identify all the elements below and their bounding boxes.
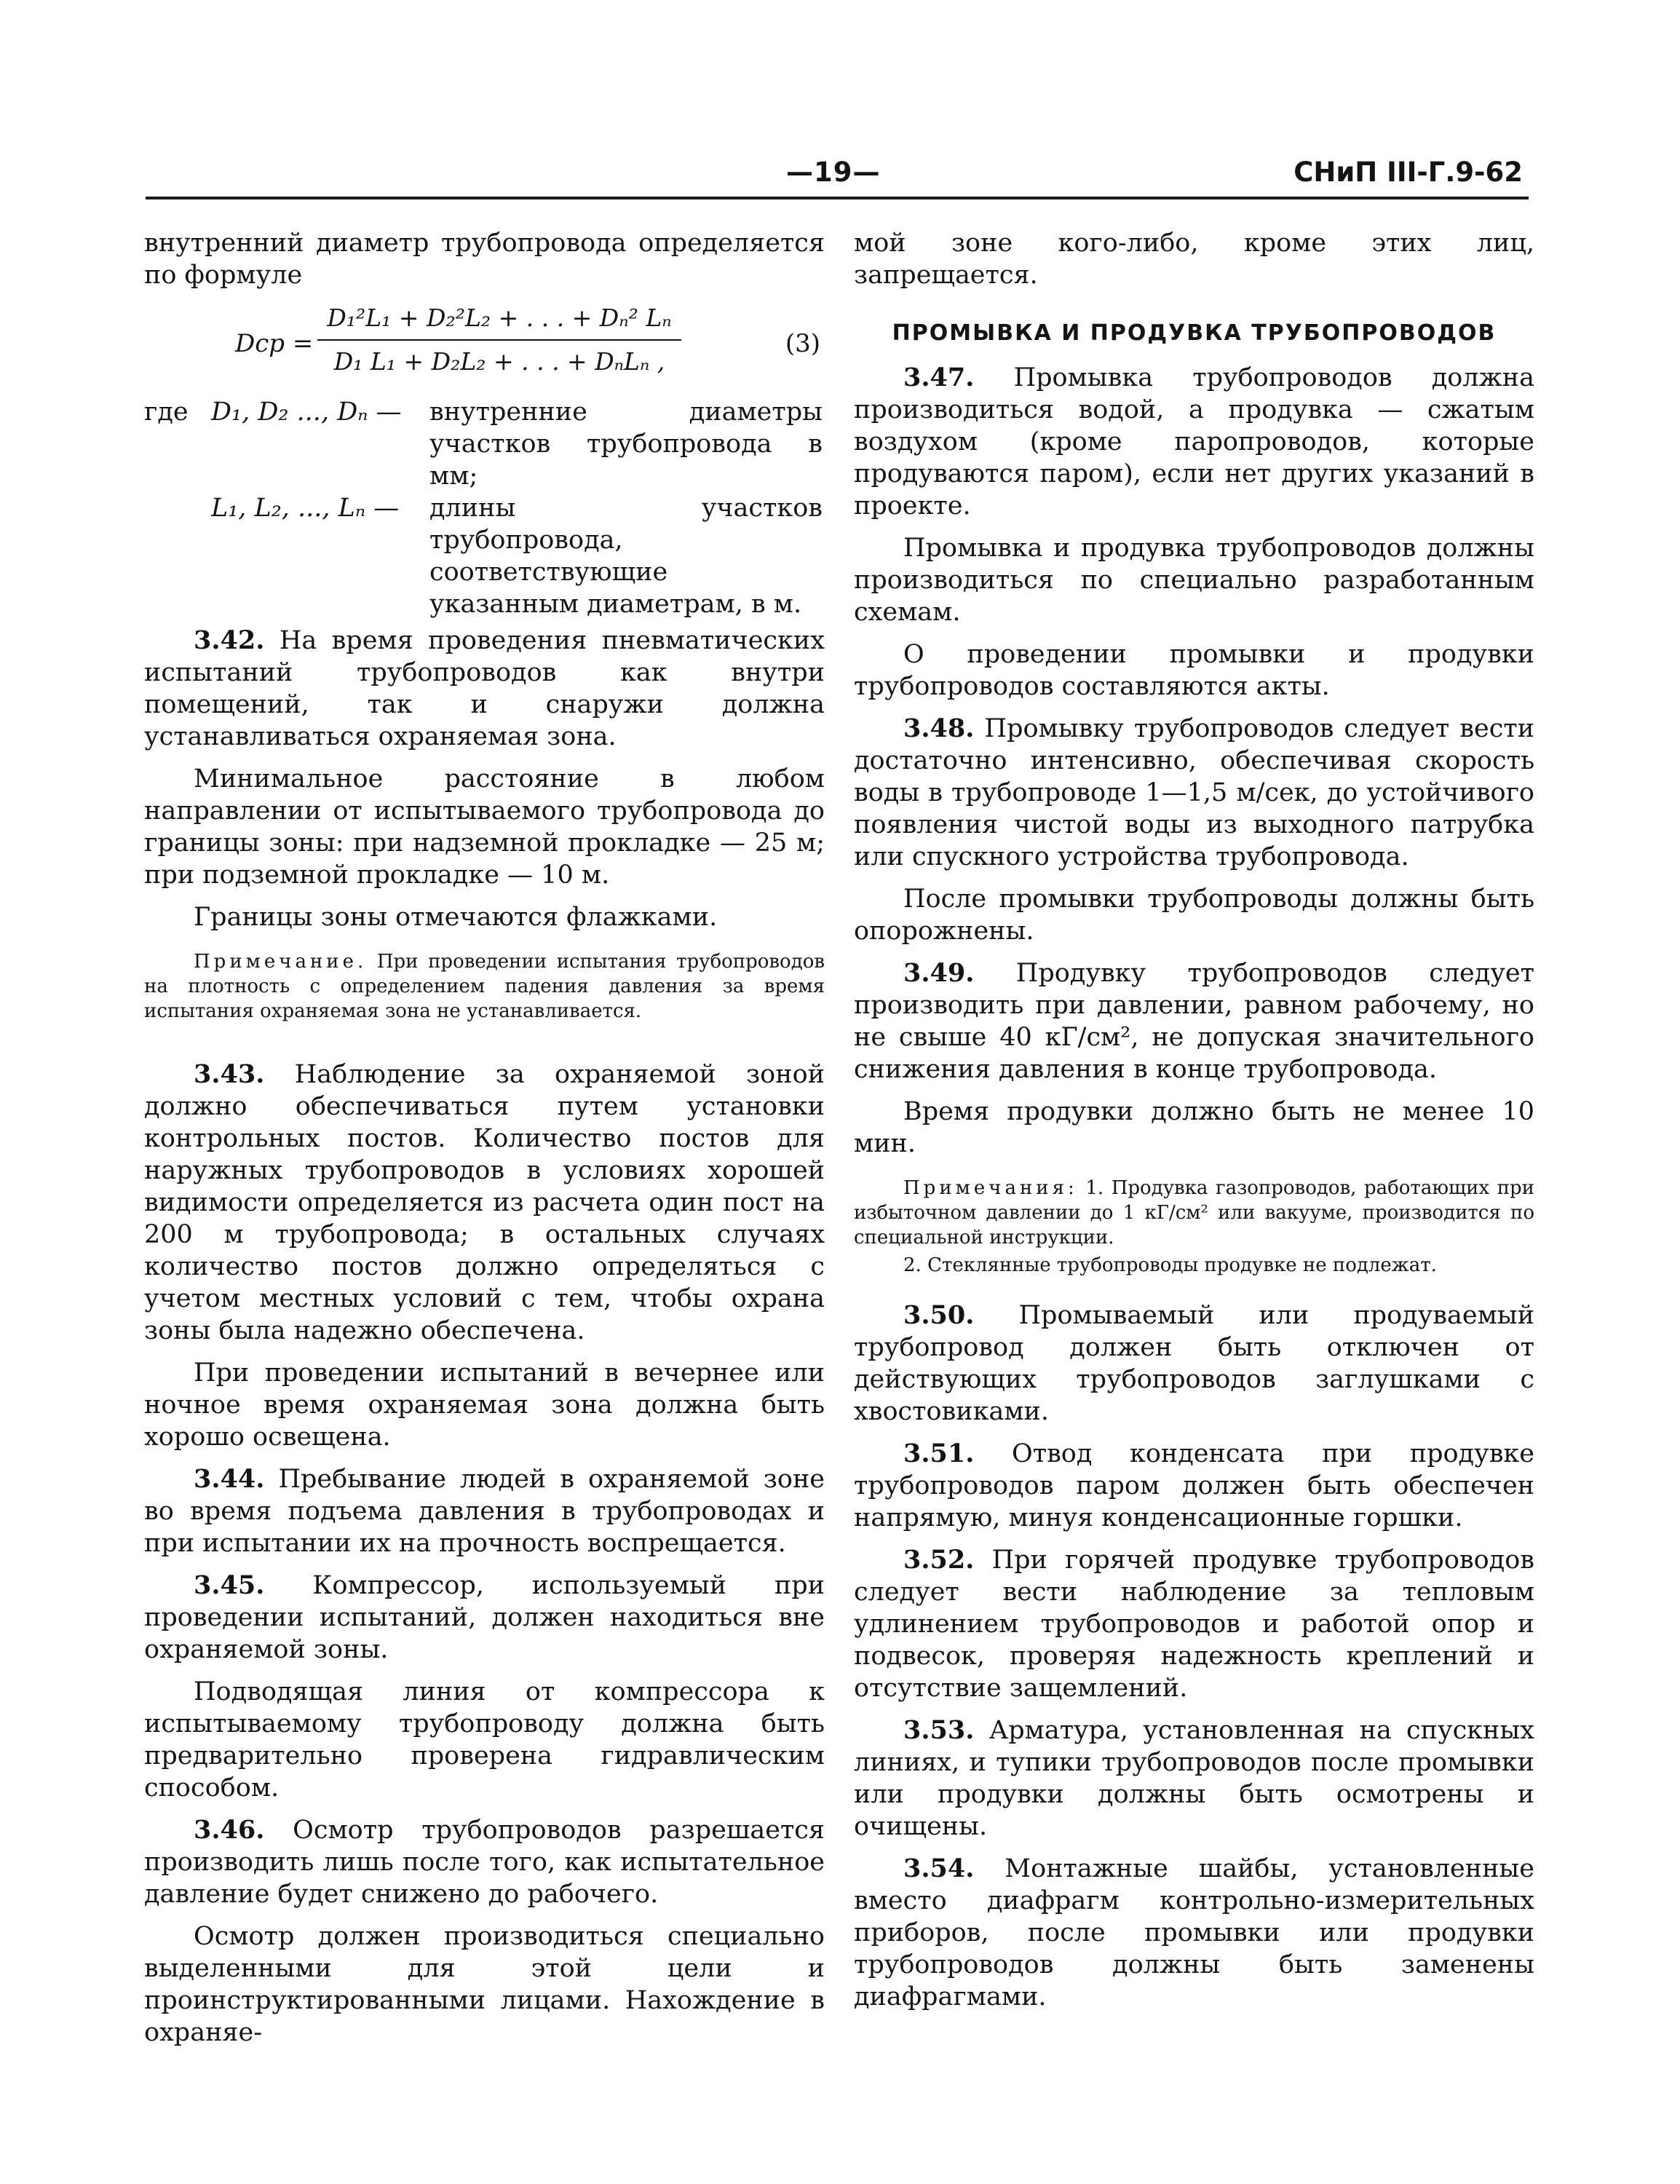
- formula-denominator: D₁ L₁ + D₂L₂ + . . . + DₙLₙ ,: [333, 347, 665, 376]
- paragraph-3-48: [854, 713, 1534, 873]
- paragraph-3-45: [144, 1570, 825, 1666]
- paragraph-3-47: [854, 362, 1534, 522]
- clause-text: Арматура, установленная на спускных линиях, и тупики трубопроводов после промывки или продувки должны быть осмотрены и очищены.: [854, 1716, 1534, 1841]
- clause-number: 3.51.: [903, 1439, 975, 1468]
- clause-text: Монтажные шайбы, установленные вместо диафрагм контрольно-измерительных приборов, после промывки или продувки трубопроводов должны быть заменены диафрагмами.: [854, 1854, 1534, 2011]
- page-number: —19—: [786, 157, 881, 188]
- clause-text: При горячей продувке трубопроводов следует вести наблюдение за тепловым удлинением трубопроводов и работой опор и подвесок, проверяя надежность креплений и отсутствие защемлений.: [854, 1546, 1534, 1703]
- clause-text: Отвод конденсата при продувке трубопроводов паром должен быть обеспечен напрямую, минуя конденсационные горшки.: [854, 1439, 1534, 1532]
- clause-text: Наблюдение за охраняемой зоной должно обеспечиваться путем установки контрольных постов. Количество постов для наружных трубопроводов в условиях хорошей видимости определяется из расчета один пост на 200 м трубопровода; в остальных случаях количество постов должно определяться с учетом местных условий с тем, чтобы охрана зоны была надежно обеспечена.: [144, 1060, 825, 1345]
- formula-3: [144, 301, 825, 390]
- header-rule: [146, 197, 1529, 199]
- clause-number: 3.47.: [903, 363, 975, 392]
- clause-text: Компрессор, используемый при проведении испытаний, должен находиться вне охраняемой зоны.: [144, 1571, 825, 1664]
- clause-number: 3.53.: [903, 1715, 975, 1745]
- formula-intro: внутренний диаметр трубопровода определяется по формуле: [144, 229, 825, 290]
- right-column: [854, 227, 1534, 2013]
- document-code: СНиП III-Г.9-62: [1293, 157, 1523, 188]
- clause-number: 3.50.: [903, 1300, 975, 1330]
- clause-text: На время проведения пневматических испытаний трубопроводов как внутри помещений, так и снаружи должна устанавливаться охраняемая зона.: [144, 626, 825, 751]
- paragraph-3-43-b: При проведении испытаний в вечернее или ночное время охраняемая зона должна быть хорошо освещена.: [144, 1358, 825, 1452]
- definitions-list: [144, 396, 825, 620]
- notes-label: Примечания:: [903, 1177, 1078, 1199]
- clause-text: Продувку трубопроводов следует производить при давлении, равном рабочему, но не свыше 40 кГ/см², не допуская значительного снижения давления в конце трубопровода.: [854, 959, 1534, 1084]
- paragraph-3-52: [854, 1544, 1534, 1704]
- clause-number: 3.45.: [194, 1570, 265, 1600]
- paragraph-3-54: [854, 1853, 1534, 2013]
- paragraph-3-42: [144, 625, 825, 753]
- paragraph-3-53: [854, 1714, 1534, 1843]
- formula-lhs: Dср =: [235, 329, 314, 358]
- clause-text: Промываемый или продуваемый трубопровод должен быть отключен от действующих трубопроводов заглушками с хвостовиками.: [854, 1301, 1534, 1426]
- note-label: Примечание.: [194, 951, 368, 973]
- clause-number: 3.43.: [194, 1059, 265, 1089]
- clause-number: 3.42.: [194, 625, 265, 655]
- clause-number: 3.54.: [903, 1853, 975, 1883]
- formula-numerator: D₁²L₁ + D₂²L₂ + . . . + Dₙ² Lₙ: [327, 304, 672, 332]
- definition-lengths: [144, 492, 825, 620]
- note-text: 1. Продувка газопроводов, работающих при избыточном давлении до 1 кГ/см² или вакууме, производится по специальной инструкции.: [854, 1177, 1534, 1249]
- definition-term: L₁, L₂, ..., Lₙ —: [211, 494, 400, 523]
- clause-number: 3.49.: [903, 958, 975, 988]
- clause-number: 3.44.: [194, 1464, 265, 1494]
- paragraph-3-42-c: Границы зоны отмечаются флажками.: [194, 903, 718, 932]
- paragraph-3-50: [854, 1299, 1534, 1428]
- left-column: [144, 227, 825, 2049]
- paragraph-3-46: [144, 1814, 825, 1910]
- note-3-42: [144, 949, 825, 1024]
- paragraph-3-44: [144, 1463, 825, 1559]
- clause-number: 3.52.: [903, 1545, 975, 1575]
- where-label: где: [144, 397, 189, 427]
- fraction-bar: [317, 339, 681, 341]
- paragraph-3-49-b: Время продувки должно быть не менее 10 мин.: [854, 1097, 1534, 1158]
- paragraph-3-43: [144, 1059, 825, 1347]
- clause-number: 3.46.: [194, 1815, 265, 1845]
- note-2: 2. Стеклянные трубопроводы продувке не подлежат.: [903, 1254, 1437, 1276]
- formula-fraction: [317, 301, 681, 379]
- paragraph-3-49: [854, 957, 1534, 1085]
- page-header: [146, 157, 1529, 200]
- definition-text: длины участков трубопровода, соответствующие указанным диаметрам, в м.: [429, 494, 823, 619]
- equation-number: (3): [785, 329, 820, 358]
- paragraph-3-46-b: Осмотр должен производиться специально выделенными для этой цели и проинструктированными лицами. Нахождение в охраняе-: [144, 1922, 825, 2047]
- paragraph-3-45-b: Подводящая линия от компрессора к испытываемому трубопроводу должна быть предварительно проверена гидравлическим способом.: [144, 1677, 825, 1803]
- section-title: ПРОМЫВКА И ПРОДУВКА ТРУБОПРОВОДОВ: [892, 320, 1497, 346]
- note-text: При проведении испытания трубопроводов на плотность с определением падения давления за время испытания охраняемая зона не устанавливается.: [144, 951, 825, 1022]
- note-1: [854, 1176, 1534, 1250]
- definition-diameters: [144, 396, 825, 492]
- definition-text: внутренние диаметры участков трубопровода в мм;: [429, 397, 823, 491]
- clause-number: 3.48.: [903, 713, 975, 743]
- paragraph-continuation: мой зоне кого-либо, кроме этих лиц, запрещается.: [854, 229, 1534, 290]
- paragraph-3-47-c: О проведении промывки и продувки трубопроводов составляются акты.: [854, 640, 1534, 701]
- definition-term: D₁, D₂ ..., Dₙ —: [211, 397, 402, 427]
- paragraph-3-42-b: Минимальное расстояние в любом направлении от испытываемого трубопровода до границы зоны: при надземной прокладке — 25 м; при подземной прокладке — 10 м.: [144, 764, 825, 890]
- paragraph-3-47-b: Промывка и продувка трубопроводов должны производиться по специально разработанным схемам.: [854, 534, 1534, 627]
- clause-text: Осмотр трубопроводов разрешается производить лишь после того, как испытательное давление будет снижено до рабочего.: [144, 1816, 825, 1909]
- clause-text: Промывка трубопроводов должна производиться водой, а продувка — сжатым воздухом (кроме паропроводов, которые продуваются паром), если нет других указаний в проекте.: [854, 363, 1534, 521]
- paragraph-3-51: [854, 1438, 1534, 1534]
- paragraph-3-48-b: После промывки трубопроводы должны быть опорожнены.: [854, 885, 1534, 946]
- clause-text: Промывку трубопроводов следует вести достаточно интенсивно, обеспечивая скорость воды в трубопроводе 1—1,5 м/сек, до устойчивого появления чистой воды из выходного патрубка или спускного устройства трубопровода.: [854, 714, 1534, 871]
- clause-text: Пребывание людей в охраняемой зоне во время подъема давления в трубопроводах и при испытании их на прочность воспрещается.: [144, 1465, 825, 1558]
